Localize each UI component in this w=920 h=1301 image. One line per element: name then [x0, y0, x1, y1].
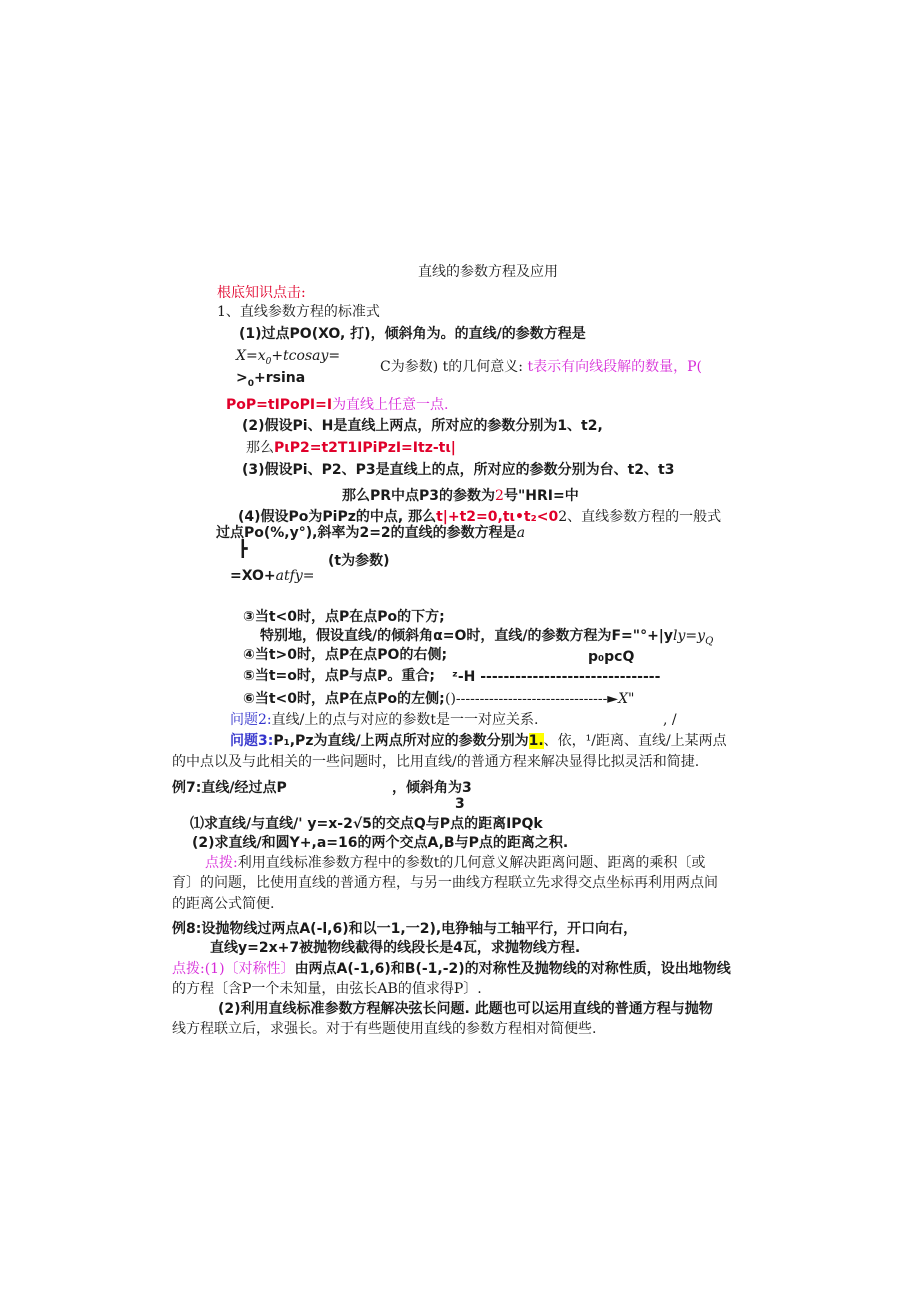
- tip-8-line4: 线方程联立后，求强长。对于有些题使用直线的参数方程相对简便些.: [172, 1021, 597, 1037]
- case-6-axis: ()--------------------------------►X": [445, 691, 635, 707]
- question-2-tail: , /: [663, 712, 677, 728]
- s1-item4: (4)假设Po为PiPz的中点, 那么t|+t2=0,tι•t₂<02、直线参数方程的一般式: [238, 509, 722, 525]
- tip-7-line1: 点拨:利用直线标准参数方程中的参数t的几何意义解决距离问题、距离的乘积〔或: [205, 855, 706, 871]
- tip-8-line1: 点拨:(1)〔对称性〕由两点A(-1,6)和B(-1,-2)的对称性及抛物线的对称性质，设出地物线: [172, 961, 731, 977]
- s1-equation-x: $X=x_0+tcosay=$: [236, 348, 341, 367]
- case-6: ⑥当t<0时，点P在点Po的左侧;: [243, 691, 445, 707]
- example-7-q1: ⑴求直线/与直线/' y=x-2√5的交点Q与P点的距离IPQk: [190, 816, 543, 832]
- example-7-q2: (2)求直线/和圆Y+,a=16的两个交点A,B与P点的距离之积.: [192, 835, 569, 851]
- example-8-line2: 直线y=2x+7被抛物线截得的线段长是4瓦，求抛物线方程.: [210, 940, 581, 956]
- s1-item2-then: 那么PιP2=t2T1IPiPzI=Itz-tι|: [246, 440, 456, 456]
- tip-8-line2: 的方程〔含P一个未知量，由弦长AB的值求得P〕.: [172, 981, 482, 997]
- example-7: 例7:直线/经过点P: [172, 780, 287, 796]
- tip-7-line3: 的距离公式简便.: [172, 896, 275, 912]
- s1-meaning-lead: t的几何意义:: [442, 359, 523, 375]
- question-3-cont: 的中点以及与此相关的一些问题时，比用直线/的普通方程来解决显得比拟灵活和简捷.: [172, 754, 700, 770]
- example-8-line1: 例8:设抛物线过两点A(-l,6)和以一1,一2),电狰轴与工轴平行，开口向右，: [172, 921, 638, 937]
- s2-param-note: (t为参数): [328, 553, 390, 569]
- s1-equation-y: $>_0+rsina$: [236, 370, 306, 389]
- example-7-denominator: 3: [455, 796, 465, 812]
- s1-item3-then: 那么PR中点P3的参数为2号"HRI=中: [342, 488, 579, 504]
- s1-param-note: C为参数): [380, 359, 439, 375]
- question-3: 问题3:P₁,Pz为直线/上两点所对应的参数分别为1.、依，¹/距离、直线/上某两点: [230, 733, 727, 749]
- s1-meaning-text: t表示有向线段解的数量，P(: [527, 359, 702, 375]
- s1-item2: (2)假设Pi、H是直线上两点，所对应的参数分别为1、t2,: [242, 418, 603, 434]
- s1-item3: (3)假设Pi、P2、P3是直线上的点，所对应的参数分别为台、t2、t3: [242, 462, 675, 478]
- s1-heading: 1、直线参数方程的标准式: [217, 304, 380, 320]
- s1-param-meaning: [380, 358, 702, 376]
- case-special: 特别地，假设直线/的倾斜角α=O时，直线/的参数方程为$F="^\circ+|yly=y_Q$: [260, 628, 714, 647]
- section-heading: 根底知识点击:: [217, 285, 306, 301]
- s1-meaning-cont: PoP=tIPoPI=I为直线上任意一点.: [226, 397, 449, 413]
- tip-7-line2: 育〕的问题，比使用直线的普通方程，与另一曲线方程联立先求得交点坐标再利用两点间: [172, 875, 718, 891]
- s2-equation: =XO+atfy=: [230, 568, 315, 584]
- case-4-tail: p₀pcQ: [588, 649, 635, 665]
- s2-line1: 过点Po(%,y°),斜率为2=2的直线的参数方程是a: [216, 525, 526, 541]
- s1-item1: (1)过点PO(XO, 打)，倾斜角为。的直线/的参数方程是: [239, 326, 586, 342]
- page-title: 直线的参数方程及应用: [418, 264, 558, 280]
- case-5-axis: ᶻ-H -------------------------------: [452, 669, 661, 685]
- case-3: ③当t<0时，点P在点Po的下方;: [243, 609, 445, 625]
- case-4: ④当t>0时，点P在点PO的右侧;: [243, 647, 448, 663]
- tip-8-line3: (2)利用直线标准参数方程解决弦长问题. 此题也可以运用直线的普通方程与抛物: [218, 1001, 713, 1017]
- question-2: 问题2:直线/上的点与对应的参数t是一一对应关系.: [230, 712, 539, 728]
- case-5: ⑤当t=o时，点P与点P。重合;: [243, 668, 436, 684]
- brace-glyph: ┣: [238, 539, 248, 558]
- example-7-angle: ，倾斜角为3: [392, 780, 472, 796]
